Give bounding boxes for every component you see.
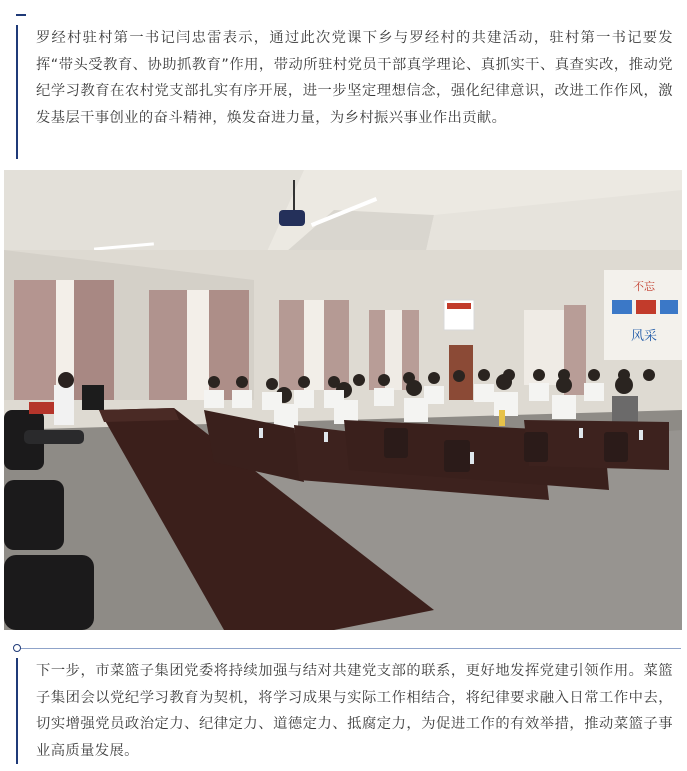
top-accent-rule <box>16 14 26 16</box>
section-divider <box>16 648 681 649</box>
wall-sign-bottom: 风采 <box>630 329 658 344</box>
paragraph-1: 罗经村驻村第一书记闫忠雷表示，通过此次党课下乡与罗经村的共建活动，驻村第一书记要发挥“带头受教育、协助抓教育”作用，带动所驻村党员干部真学理论、真抓实干、真查实改，推动党纪学习教育在农村党支部扎实有序开展，进一步坚定理想信念，强化纪律意识，改进工作作风，激发基层干事创业的奋斗精神，焕发奋进力量，为乡村振兴事业作出贡献。 <box>16 25 673 159</box>
wall-sign-top: 不忘 <box>633 280 655 293</box>
paragraph-2: 下一步，市菜篮子集团党委将持续加强与结对共建党支部的联系，更好地发挥党建引领作用。菜篮子集团会以党纪学习教育为契机，将学习成果与实际工作相结合，将纪律要求融入日常工作中去，切实增强党员政治定力、纪律定力、道德定力、抵腐定力，为促进工作的有效举措，推动菜篮子事业高质量发展。 <box>16 658 673 764</box>
meeting-photo <box>4 170 682 630</box>
divider-dot <box>13 644 21 652</box>
